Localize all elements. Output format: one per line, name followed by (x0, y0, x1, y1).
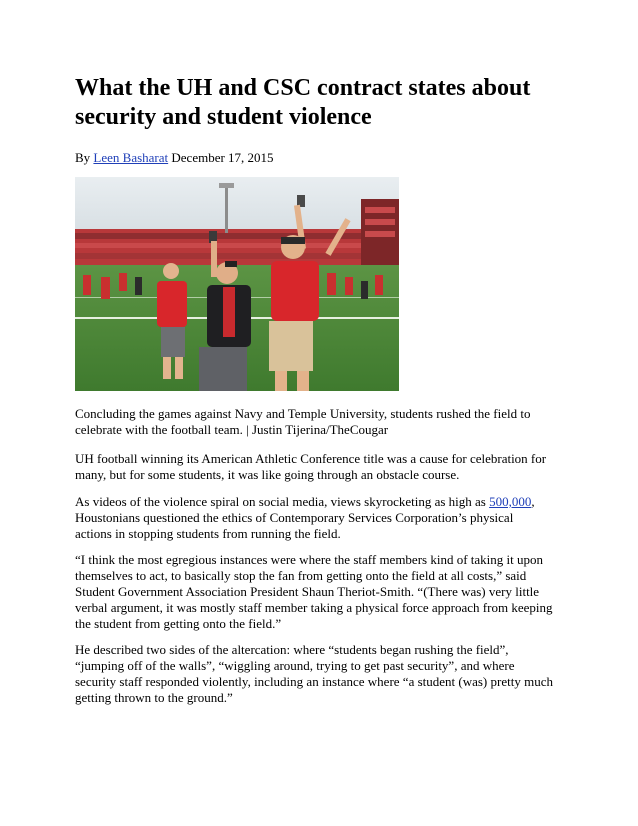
publish-date: December 17, 2015 (171, 150, 274, 165)
article-title: What the UH and CSC contract states about security and student violence (75, 75, 531, 130)
paragraph-1: UH football winning its American Athletic Conference title was a cause for celebration for many, but for some students, it was like going through an obstacle course. (75, 451, 547, 482)
byline (75, 150, 274, 166)
author-link[interactable]: Leen Basharat (93, 150, 169, 165)
views-count-link[interactable]: 500,000 (489, 494, 532, 509)
paragraph-2-text-after: , Houstonians questioned the ethics of Contemporary Services Corporation’s physical actions in stopping students from running the field. (75, 494, 535, 541)
photo-caption: Concluding the games against Navy and Temple University, students rushed the field to celebrate with the football team. | Justin Tijerina/TheCougar (75, 406, 531, 437)
byline-prefix: By (75, 150, 91, 165)
paragraph-2-text-before: As videos of the violence spiral on social media, views skyrocketing as high as (75, 494, 486, 509)
paragraph-3: “I think the most egregious instances were where the staff members kind of taking it upon themselves to act, to basically stop the fan from getting onto the field at all costs,” said Student Government Association President Shaun Theriot-Smith. “(There was) very little verbal argument, it was mostly staff member taking a physical force approach from keeping the student from getting onto the field.” (75, 552, 553, 631)
article-photo (75, 177, 399, 391)
paragraph-2 (75, 494, 553, 542)
paragraph-4: He described two sides of the altercation: where “students began rushing the field”, “jumping off of the walls”, “wiggling around, trying to get past security”, and where security staff responded violently, including an instance where “a student (was) pretty much getting thrown to the ground.” (75, 642, 553, 705)
